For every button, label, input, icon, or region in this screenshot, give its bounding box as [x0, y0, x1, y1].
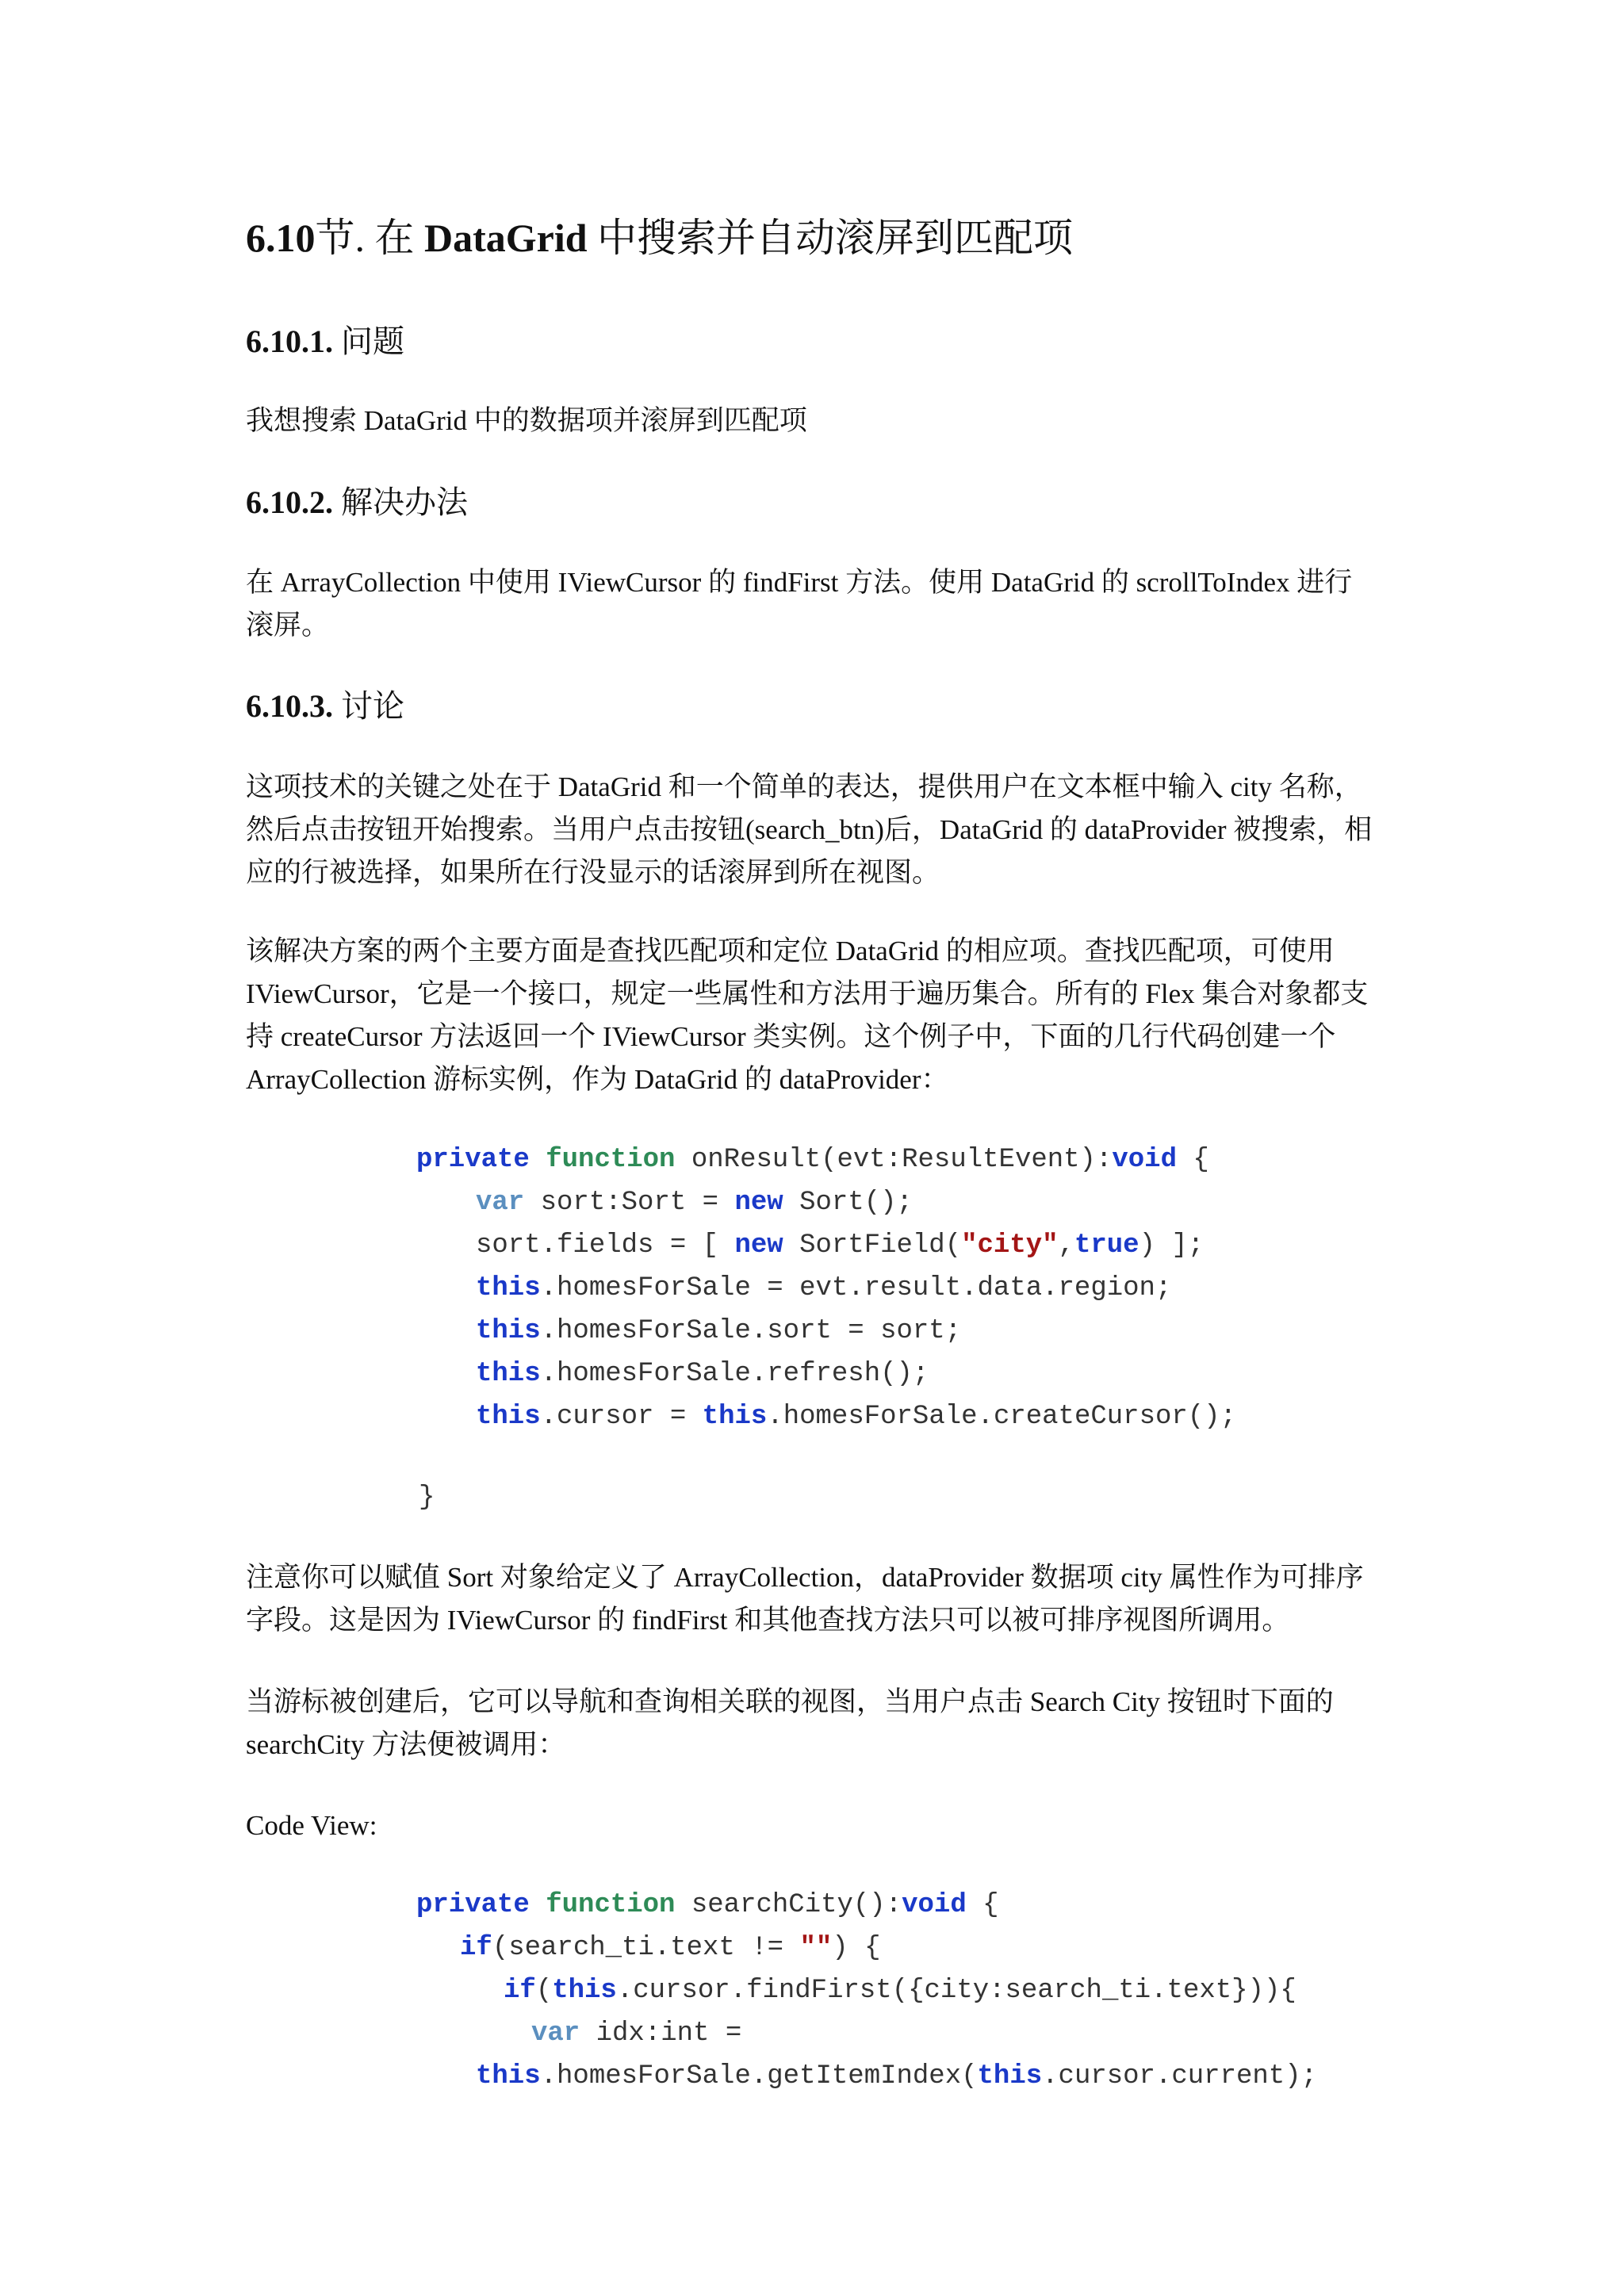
code-text: Sort();: [783, 1188, 913, 1218]
paragraph-discussion-1: 这项技术的关键之处在于 DataGrid 和一个简单的表达，提供用户在文本框中输入 city 名称，然后点击按钮开始搜索。当用户点击按钮(search_btn)后，DataGrid 的 dataProvider 被搜索，相应的行被选择，如果所在行没显示的话滚屏到所在视图。: [246, 771, 1373, 888]
subsection-heading-solution: [246, 482, 468, 523]
code-keyword: function: [546, 1145, 676, 1175]
code-text: .homesForSale.getItemIndex(: [540, 2061, 978, 2091]
code-keyword: new: [734, 1188, 783, 1218]
code-line: [476, 1224, 1204, 1267]
code-text: .homesForSale = evt.result.data.region;: [540, 1273, 1172, 1303]
code-keyword: this: [552, 1976, 617, 2006]
heading-number: 6.10.2.: [246, 484, 333, 520]
code-line: [476, 1181, 913, 1224]
code-string: "": [799, 1933, 833, 1963]
code-view-label: Code View:: [246, 1810, 377, 1841]
code-text: .homesForSale.sort = sort;: [540, 1316, 962, 1346]
code-text: (search_ti.text !=: [492, 1933, 800, 1963]
code-text: ) ];: [1139, 1230, 1205, 1261]
subsection-heading-discussion: [246, 686, 404, 727]
code-line: [504, 1969, 1297, 2012]
code-text: {: [966, 1890, 999, 1920]
code-line: [416, 1884, 999, 1927]
code-line: [419, 1476, 435, 1519]
code-text: sort:Sort =: [524, 1188, 735, 1218]
heading-number: 6.10.3.: [246, 688, 333, 724]
code-keyword: this: [476, 1402, 541, 1432]
code-keyword: var: [531, 2019, 580, 2049]
code-text: SortField(: [783, 1230, 962, 1261]
code-keyword: new: [734, 1230, 783, 1261]
heading-label: 问题: [333, 323, 404, 359]
code-text: .cursor =: [540, 1402, 703, 1432]
code-text: .homesForSale.refresh();: [540, 1359, 929, 1389]
title-rest: 中搜索并自动滚屏到匹配项: [587, 216, 1074, 260]
code-keyword: this: [476, 1316, 541, 1346]
code-keyword: void: [1112, 1145, 1177, 1175]
code-line: [416, 1138, 1209, 1181]
paragraph-discussion-4: 当游标被创建后，它可以导航和查询相关联的视图，当用户点击 Search City 按钮时下面的 searchCity 方法便被调用：: [246, 1686, 1334, 1760]
code-line: [476, 1310, 961, 1353]
code-text: searchCity():: [675, 1890, 902, 1920]
code-keyword: true: [1074, 1230, 1139, 1261]
code-keyword: this: [977, 2061, 1043, 2091]
code-keyword: this: [476, 1273, 541, 1303]
code-keyword: if: [504, 1976, 536, 2006]
code-keyword: if: [460, 1933, 492, 1963]
code-text: }: [419, 1483, 435, 1513]
code-keyword: this: [476, 2061, 541, 2091]
code-text: ,: [1058, 1230, 1074, 1261]
code-line: [531, 2012, 741, 2055]
heading-label: 解决办法: [333, 484, 468, 520]
code-line: [476, 1353, 929, 1395]
code-line: [476, 1267, 1171, 1310]
code-text: idx:int =: [580, 2019, 742, 2049]
code-text: .cursor.findFirst({city:search_ti.text})){: [616, 1976, 1297, 2006]
code-text: .cursor.current);: [1042, 2061, 1317, 2091]
code-line: [460, 1927, 881, 1969]
code-line: [476, 2055, 1317, 2098]
code-keyword: void: [902, 1890, 967, 1920]
title-jie: 节.: [315, 216, 365, 260]
code-text: {: [1176, 1145, 1209, 1175]
paragraph-discussion-2: 该解决方案的两个主要方面是查找匹配项和定位 DataGrid 的相应项。查找匹配项，可使用 IViewCursor，它是一个接口，规定一些属性和方法用于遍历集合。所有的 Flex 集合对象都支持 createCursor 方法返回一个 IViewCursor 类实例。这个例子中，下面的几行代码创建一个 ArrayCollection 游标实例，作为 DataGrid 的 dataProvider：: [246, 936, 1369, 1095]
code-keyword: this: [476, 1359, 541, 1389]
code-keyword: var: [476, 1188, 525, 1218]
title-number: 6.10: [246, 216, 316, 260]
code-line: [476, 1395, 1236, 1438]
code-keyword: this: [702, 1402, 768, 1432]
code-string: "city": [961, 1230, 1059, 1261]
paragraph-problem: 我想搜索 DataGrid 中的数据项并滚屏到匹配项: [246, 405, 807, 436]
code-text: ) {: [832, 1933, 881, 1963]
section-title: [246, 212, 1073, 263]
paragraph-discussion-3: 注意你可以赋值 Sort 对象给定义了 ArrayCollection，dataProvider 数据项 city 属性作为可排序字段。这是因为 IViewCursor 的 findFirst 和其他查找方法只可以被可排序视图所调用。: [246, 1562, 1364, 1636]
title-datagrid: DataGrid: [424, 216, 588, 260]
code-keyword: private: [416, 1145, 530, 1175]
heading-number: 6.10.1.: [246, 323, 333, 359]
code-text: sort.fields = [: [476, 1230, 735, 1261]
code-text: (: [535, 1976, 553, 2006]
title-pre: 在: [365, 216, 424, 260]
paragraph-solution: 在 ArrayCollection 中使用 IViewCursor 的 findFirst 方法。使用 DataGrid 的 scrollToIndex 进行滚屏。: [246, 567, 1353, 641]
code-text: .homesForSale.createCursor();: [767, 1402, 1236, 1432]
subsection-heading-problem: [246, 321, 404, 362]
heading-label: 讨论: [333, 688, 404, 724]
code-text: onResult(evt:ResultEvent):: [675, 1145, 1113, 1175]
code-keyword: function: [546, 1890, 676, 1920]
code-keyword: private: [416, 1890, 530, 1920]
